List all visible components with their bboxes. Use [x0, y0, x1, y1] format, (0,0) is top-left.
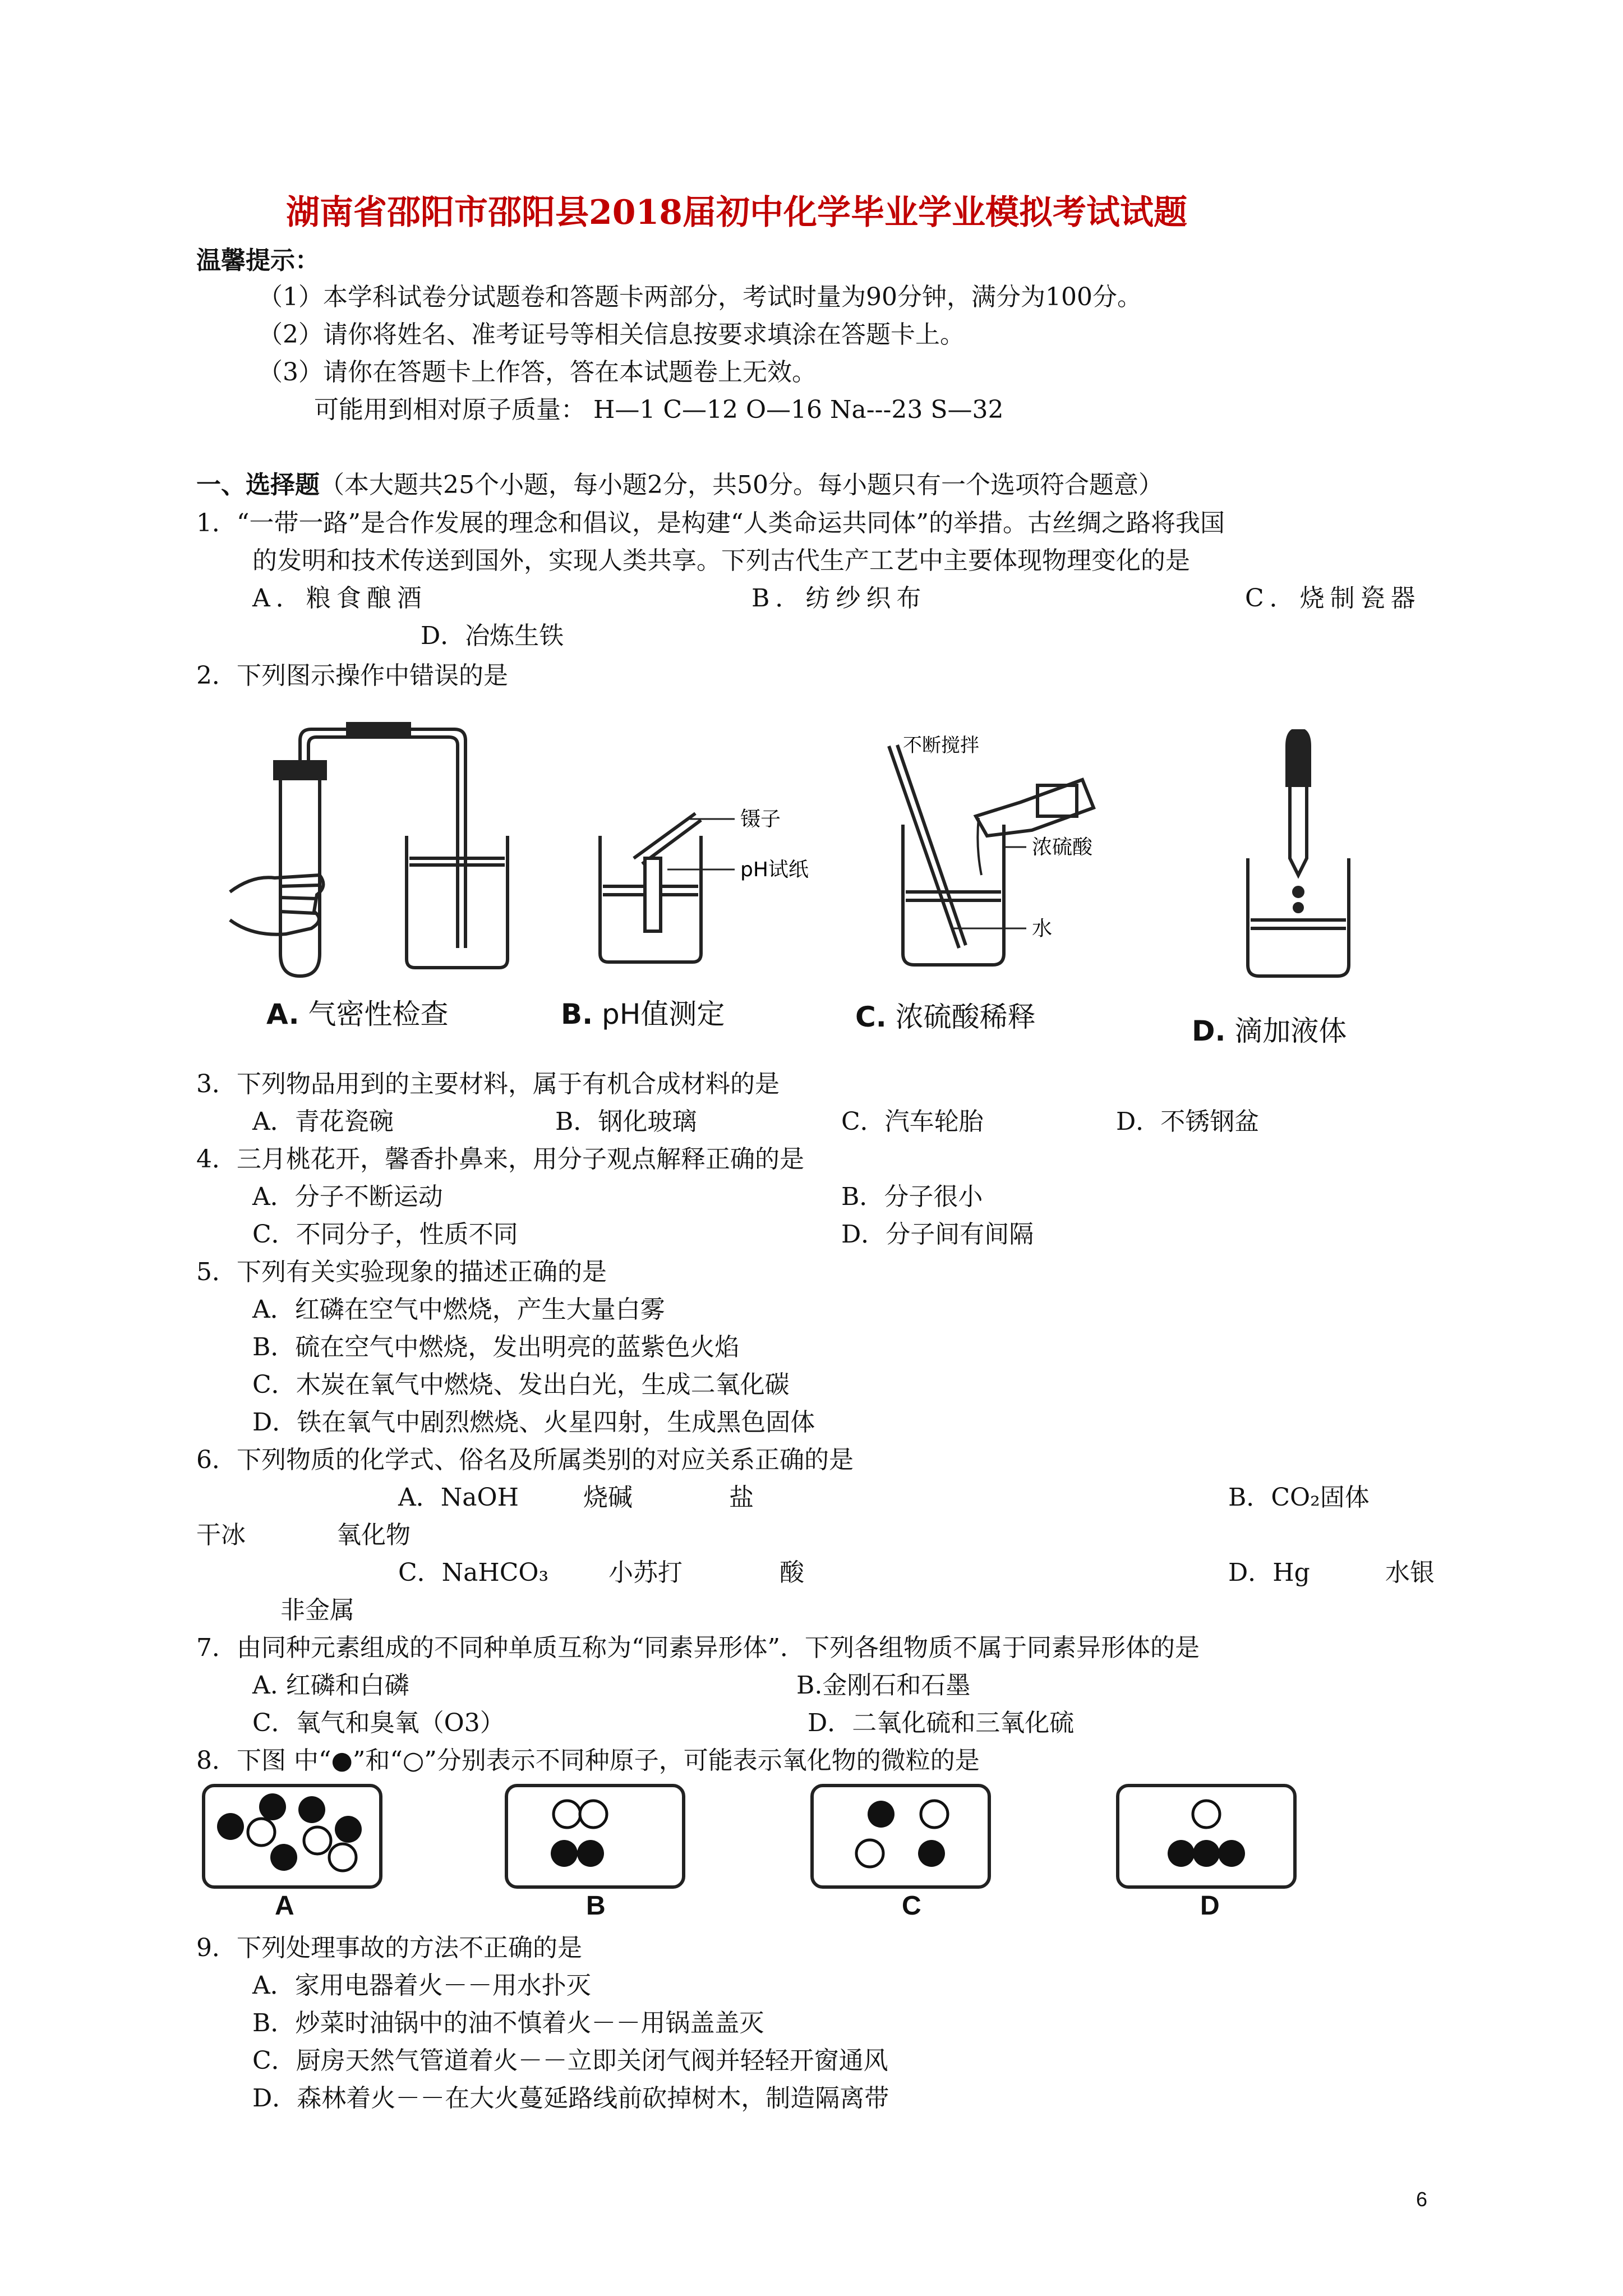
caption-c: C. 浓硫酸稀释	[855, 1001, 1036, 1033]
tip-item-1: （1）本学科试卷分试题卷和答题卡两部分，考试时量为90分钟，满分为100分。	[258, 283, 1142, 311]
q6-b-name: 干冰	[196, 1521, 246, 1549]
particle-label-d: D	[1200, 1891, 1220, 1921]
q6-a-class: 盐	[729, 1483, 754, 1512]
q9-stem: 9．下列处理事故的方法不正确的是	[196, 1934, 582, 1962]
q1-option-c: C．烧制瓷器	[1245, 584, 1421, 613]
particle-box-d	[1116, 1784, 1297, 1889]
q8-stem: 8．下图 中“●”和“○”分别表示不同种原子，可能表示氧化物的微粒的是	[196, 1746, 980, 1775]
q6-c-name: 小苏打	[608, 1558, 683, 1587]
q6-a-formula: A．NaOH	[398, 1483, 519, 1512]
q9-option-c: C．厨房天然气管道着火－－立即关闭气阀并轻轻开窗通风	[252, 2046, 888, 2075]
figure-ph-test	[589, 802, 869, 982]
q1-stem-line1: 1．“一带一路”是合作发展的理念和倡议，是构建“人类命运共同体”的举措。古丝绸之路将我国	[196, 509, 1225, 537]
particle-box-a	[202, 1784, 382, 1889]
figure-dropper	[1223, 729, 1391, 987]
q9-option-b: B．炒菜时油锅中的油不慎着火－－用锅盖盖灭	[252, 2009, 764, 2037]
q4-option-b: B．分子很小	[841, 1182, 983, 1211]
page-title: 湖南省邵阳市邵阳县2018届初中化学毕业学业模拟考试试题	[286, 193, 1187, 232]
label-stir: 不断搅拌	[903, 734, 979, 757]
q6-c-formula: C．NaHCO₃	[398, 1558, 549, 1587]
q7-option-b: B.金刚石和石墨	[796, 1671, 971, 1700]
atomic-mass-note: 可能用到相对原子质量： H—1 C—12 O—16 Na---23 S—32	[314, 395, 1004, 424]
section-name: 选择题	[246, 471, 320, 499]
q1-stem-line2: 的发明和技术传送到国外，实现人类共享。下列古代生产工艺中主要体现物理变化的是	[252, 546, 1190, 575]
label-ph-paper: pH试纸	[740, 858, 809, 881]
q5-option-c: C．木炭在氧气中燃烧、发出白光，生成二氧化碳	[252, 1370, 790, 1399]
q3-option-d: D．不锈钢盆	[1116, 1107, 1260, 1136]
tip-item-2: （2）请你将姓名、准考证号等相关信息按要求填涂在答题卡上。	[258, 320, 965, 349]
q9-option-d: D．森林着火－－在大火蔓延路线前砍掉树木，制造隔离带	[252, 2084, 889, 2113]
section-desc: （本大题共25个小题，每小题2分，共50分。每小题只有一个选项符合题意）	[320, 471, 1163, 499]
label-tweezers: 镊子	[740, 808, 781, 831]
q6-d-formula: D．Hg	[1228, 1558, 1310, 1587]
caption-d: D. 滴加液体	[1192, 1015, 1347, 1047]
q3-option-a: A．青花瓷碗	[252, 1107, 394, 1136]
label-concentrated-acid: 浓硫酸	[1032, 836, 1093, 859]
tips-heading: 温馨提示：	[196, 246, 320, 275]
q9-option-a: A．家用电器着火－－用水扑灭	[252, 1971, 591, 2000]
particle-box-c	[810, 1784, 991, 1889]
caption-b: B. pH值测定	[561, 998, 725, 1030]
q6-d-class: 非金属	[280, 1596, 354, 1625]
q1-option-b: B．纺纱织布	[751, 584, 927, 613]
section-heading	[196, 471, 1163, 500]
q5-stem: 5．下列有关实验现象的描述正确的是	[196, 1258, 607, 1286]
q4-option-a: A．分子不断运动	[252, 1182, 443, 1211]
caption-a: A. 气密性检查	[266, 998, 449, 1030]
tip-item-3: （3）请你在答题卡上作答，答在本试题卷上无效。	[258, 358, 817, 386]
q5-option-d: D．铁在氧气中剧烈燃烧、火星四射，生成黑色固体	[252, 1408, 815, 1437]
q3-option-b: B．钢化玻璃	[555, 1107, 697, 1136]
page-number: 6	[1416, 2188, 1428, 2211]
particle-label-c: C	[902, 1891, 921, 1921]
q7-option-c: C．氧气和臭氧（O3）	[252, 1709, 505, 1737]
q2-stem: 2．下列图示操作中错误的是	[196, 661, 508, 690]
figure-airtightness-check	[219, 718, 533, 987]
q6-c-class: 酸	[780, 1558, 804, 1587]
q4-stem: 4．三月桃花开，馨香扑鼻来，用分子观点解释正确的是	[196, 1145, 804, 1174]
particle-box-b	[505, 1784, 685, 1889]
q4-option-d: D．分子间有间隔	[841, 1220, 1034, 1249]
figure-acid-dilution	[875, 729, 1189, 987]
q6-d-name: 水银	[1385, 1558, 1435, 1587]
particle-label-b: B	[586, 1891, 606, 1921]
q6-a-name: 烧碱	[583, 1483, 633, 1512]
q7-option-d: D．二氧化硫和三氧化硫	[808, 1709, 1075, 1737]
section-prefix: 一、	[196, 471, 246, 499]
q1-option-a: A．粮食酿酒	[252, 584, 427, 613]
q5-option-b: B．硫在空气中燃烧，发出明亮的蓝紫色火焰	[252, 1333, 740, 1361]
q6-stem: 6．下列物质的化学式、俗名及所属类别的对应关系正确的是	[196, 1446, 854, 1474]
label-water: 水	[1032, 917, 1053, 940]
q3-option-c: C．汽车轮胎	[841, 1107, 984, 1136]
q7-option-a: A. 红磷和白磷	[252, 1671, 409, 1700]
q7-stem: 7．由同种元素组成的不同种单质互称为“同素异形体”．下列各组物质不属于同素异形体的是	[196, 1634, 1200, 1662]
q3-stem: 3．下列物品用到的主要材料，属于有机合成材料的是	[196, 1070, 780, 1098]
q6-b-class: 氧化物	[336, 1521, 411, 1549]
q5-option-a: A．红磷在空气中燃烧，产生大量白雾	[252, 1295, 665, 1324]
q6-b-formula: B．CO₂固体	[1228, 1483, 1370, 1512]
q1-option-d: D．冶炼生铁	[421, 622, 564, 650]
q4-option-c: C．不同分子，性质不同	[252, 1220, 518, 1249]
particle-label-a: A	[275, 1891, 294, 1921]
